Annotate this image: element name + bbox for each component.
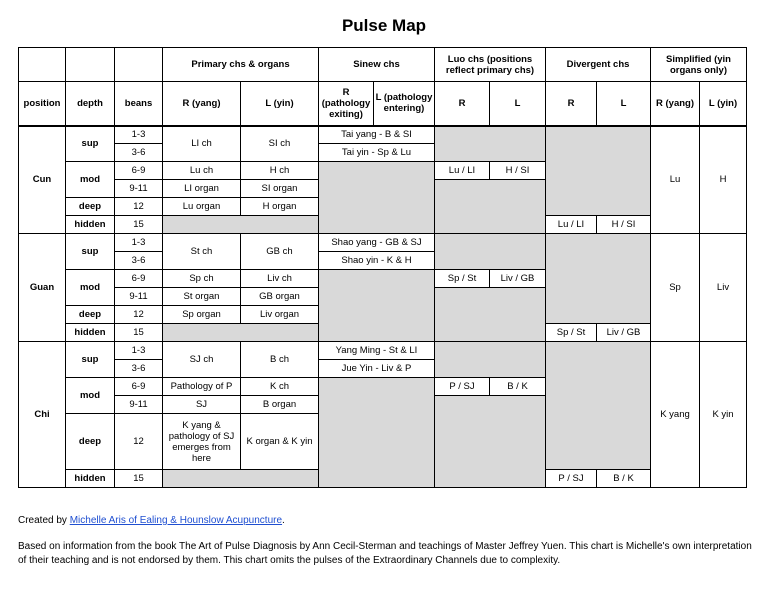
sinew-empty: [319, 270, 435, 342]
header-sinew: Sinew chs: [319, 48, 435, 82]
primary-r-cell: SJ: [163, 396, 241, 414]
primary-l-cell: SI ch: [241, 126, 319, 162]
header-luo: Luo chs (positions reflect primary chs): [435, 48, 546, 82]
depth-sup: sup: [66, 126, 115, 162]
page-title: Pulse Map: [341, 16, 427, 35]
primary-r-cell: Pathology of P: [163, 378, 241, 396]
header-sinew-r: R (pathology exiting): [319, 82, 374, 126]
beans-cell: 1-3: [115, 126, 163, 144]
divergent-empty: [546, 234, 651, 324]
beans-cell: 6-9: [115, 378, 163, 396]
header-position: position: [19, 82, 66, 126]
author-link[interactable]: Michelle Aris of Ealing & Hounslow Acupuncture: [69, 515, 283, 526]
depth-mod: mod: [66, 162, 115, 198]
luo-empty: [435, 342, 546, 378]
sinew-cell: Tai yang - B & SI: [319, 126, 435, 144]
header-primary-r: R (yang): [163, 82, 241, 126]
simplified-r-cell: Lu: [651, 126, 700, 234]
beans-cell: 3-6: [115, 360, 163, 378]
primary-l-cell: Liv ch: [241, 270, 319, 288]
luo-empty: [435, 180, 546, 234]
primary-r-cell: Sp organ: [163, 306, 241, 324]
position-guan: Guan: [19, 234, 66, 342]
divergent-empty: [546, 342, 651, 470]
divergent-r-cell: Lu / LI: [546, 216, 597, 234]
primary-l-cell: K organ & K yin: [241, 414, 319, 470]
primary-l-cell: B organ: [241, 396, 319, 414]
primary-l-cell: GB organ: [241, 288, 319, 306]
beans-cell: 6-9: [115, 162, 163, 180]
depth-mod: mod: [66, 378, 115, 414]
divergent-r-cell: P / SJ: [546, 470, 597, 488]
header-sinew-l: L (pathology entering): [374, 82, 435, 126]
sinew-cell: Jue Yin - Liv & P: [319, 360, 435, 378]
primary-r-cell: St organ: [163, 288, 241, 306]
header-empty: [66, 48, 115, 82]
primary-l-cell: H organ: [241, 198, 319, 216]
primary-r-cell: Lu organ: [163, 198, 241, 216]
beans-cell: 3-6: [115, 144, 163, 162]
depth-hidden: hidden: [66, 470, 115, 488]
luo-l-cell: H / SI: [490, 162, 546, 180]
position-chi: Chi: [19, 342, 66, 488]
beans-cell: 6-9: [115, 270, 163, 288]
position-cun: Cun: [19, 126, 66, 234]
depth-deep: deep: [66, 414, 115, 470]
simplified-r-cell: K yang: [651, 342, 700, 488]
sinew-cell: Shao yang - GB & SJ: [319, 234, 435, 252]
primary-l-cell: Liv organ: [241, 306, 319, 324]
header-divergent: Divergent chs: [546, 48, 651, 82]
primary-r-cell: K yang & pathology of SJ emerges from here: [163, 414, 241, 470]
beans-cell: 3-6: [115, 252, 163, 270]
depth-sup: sup: [66, 234, 115, 270]
beans-cell: 12: [115, 198, 163, 216]
created-by-line: [18, 514, 753, 528]
primary-l-cell: GB ch: [241, 234, 319, 270]
header-beans: beans: [115, 82, 163, 126]
beans-cell: 12: [115, 306, 163, 324]
header-primary: Primary chs & organs: [163, 48, 319, 82]
primary-r-cell: St ch: [163, 234, 241, 270]
header-empty: [115, 48, 163, 82]
depth-deep: deep: [66, 306, 115, 324]
luo-empty: [435, 288, 546, 342]
primary-empty: [163, 470, 319, 488]
created-suffix: .: [282, 515, 285, 526]
sinew-cell: Yang Ming - St & LI: [319, 342, 435, 360]
primary-l-cell: SI organ: [241, 180, 319, 198]
divergent-l-cell: B / K: [597, 470, 651, 488]
luo-l-cell: Liv / GB: [490, 270, 546, 288]
simplified-l-cell: Liv: [700, 234, 747, 342]
header-divergent-r: R: [546, 82, 597, 126]
luo-r-cell: Lu / LI: [435, 162, 490, 180]
beans-cell: 1-3: [115, 234, 163, 252]
depth-hidden: hidden: [66, 216, 115, 234]
header-depth: depth: [66, 82, 115, 126]
header-divergent-l: L: [597, 82, 651, 126]
luo-r-cell: Sp / St: [435, 270, 490, 288]
beans-cell: 1-3: [115, 342, 163, 360]
beans-cell: 15: [115, 324, 163, 342]
header-empty: [19, 48, 66, 82]
header-simplified-r: R (yang): [651, 82, 700, 126]
divergent-l-cell: Liv / GB: [597, 324, 651, 342]
primary-l-cell: H ch: [241, 162, 319, 180]
beans-cell: 15: [115, 216, 163, 234]
header-luo-l: L: [490, 82, 546, 126]
header-primary-l: L (yin): [241, 82, 319, 126]
beans-cell: 12: [115, 414, 163, 470]
divergent-l-cell: H / SI: [597, 216, 651, 234]
primary-r-cell: SJ ch: [163, 342, 241, 378]
luo-r-cell: P / SJ: [435, 378, 490, 396]
primary-r-cell: LI organ: [163, 180, 241, 198]
sinew-cell: Shao yin - K & H: [319, 252, 435, 270]
depth-sup: sup: [66, 342, 115, 378]
pulse-map-table: [18, 47, 747, 488]
luo-empty: [435, 126, 546, 162]
header-luo-r: R: [435, 82, 490, 126]
primary-empty: [163, 216, 319, 234]
sinew-empty: [319, 378, 435, 488]
header-simplified: Simplified (yin organs only): [651, 48, 747, 82]
luo-empty: [435, 396, 546, 488]
header-simplified-l: L (yin): [700, 82, 747, 126]
divergent-r-cell: Sp / St: [546, 324, 597, 342]
primary-l-cell: K ch: [241, 378, 319, 396]
primary-empty: [163, 324, 319, 342]
source-note: Based on information from the book The Art of Pulse Diagnosis by Ann Cecil-Sterman and teachings of Master Jeffrey Yuen. This chart is Michelle's own interpretation of their teaching and is not endorsed by them. This chart omits the pulses of the Extraordinary Channels due to complexity.: [18, 541, 752, 566]
primary-l-cell: B ch: [241, 342, 319, 378]
primary-r-cell: Sp ch: [163, 270, 241, 288]
created-prefix: Created by: [18, 515, 70, 526]
beans-cell: 9-11: [115, 180, 163, 198]
primary-r-cell: Lu ch: [163, 162, 241, 180]
simplified-r-cell: Sp: [651, 234, 700, 342]
sinew-empty: [319, 162, 435, 234]
divergent-empty: [546, 126, 651, 216]
primary-r-cell: LI ch: [163, 126, 241, 162]
beans-cell: 9-11: [115, 396, 163, 414]
depth-deep: deep: [66, 198, 115, 216]
luo-l-cell: B / K: [490, 378, 546, 396]
depth-hidden: hidden: [66, 324, 115, 342]
simplified-l-cell: H: [700, 126, 747, 234]
simplified-l-cell: K yin: [700, 342, 747, 488]
luo-empty: [435, 234, 546, 270]
sinew-cell: Tai yin - Sp & Lu: [319, 144, 435, 162]
beans-cell: 9-11: [115, 288, 163, 306]
beans-cell: 15: [115, 470, 163, 488]
depth-mod: mod: [66, 270, 115, 306]
